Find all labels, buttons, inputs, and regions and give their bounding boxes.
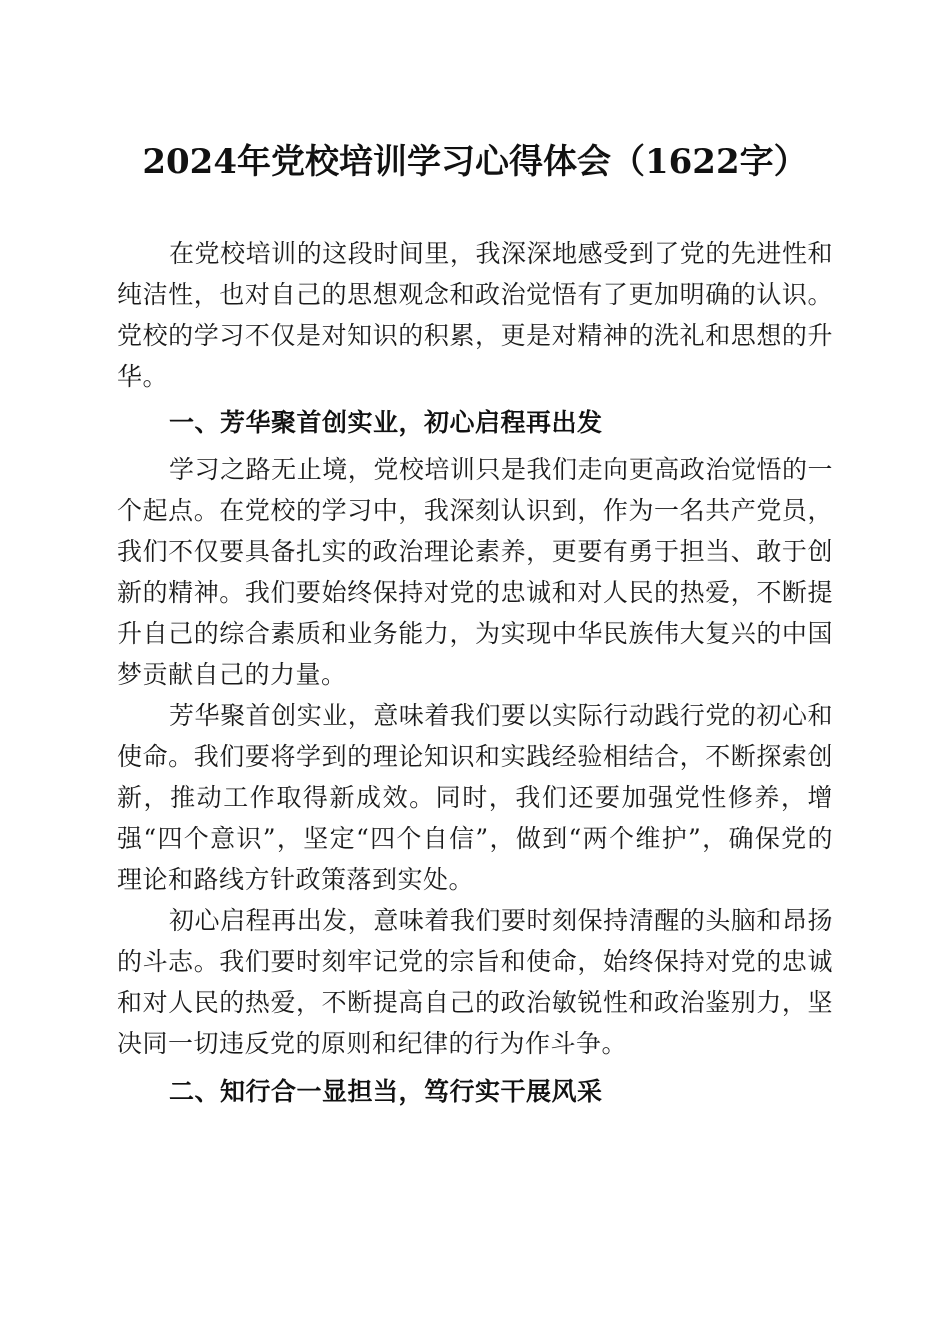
intro-paragraph: 在党校培训的这段时间里，我深深地感受到了党的先进性和纯洁性，也对自己的思想观念和政治觉悟有了更加明确的认识。党校的学习不仅是对知识的积累，更是对精神的洗礼和思想的升华。: [117, 239, 833, 391]
section-1-heading: 一、芳华聚首创实业，初心启程再出发: [169, 408, 603, 437]
section-1-paragraph-1: 学习之路无止境，党校培训只是我们走向更高政治觉悟的一个起点。在党校的学习中，我深刻认识到，作为一名共产党员，我们不仅要具备扎实的政治理论素养，更要有勇于担当、敢于创新的精神。我们要始终保持对党的忠诚和对人民的热爱，不断提升自己的综合素质和业务能力，为实现中华民族伟大复兴的中国梦贡献自己的力量。: [117, 455, 833, 689]
document-title: 2024年党校培训学习心得体会（1622字）: [142, 142, 808, 182]
section-1-paragraph-2: 芳华聚首创实业，意味着我们要以实际行动践行党的初心和使命。我们要将学到的理论知识和实践经验相结合，不断探索创新，推动工作取得新成效。同时，我们还要加强党性修养，增强“四个意识”，坚定“四个自信”，做到“两个维护”，确保党的理论和路线方针政策落到实处。: [117, 701, 833, 894]
document-body: [117, 233, 833, 1120]
section-1-paragraph-3: 初心启程再出发，意味着我们要时刻保持清醒的头脑和昂扬的斗志。我们要时刻牢记党的宗旨和使命，始终保持对党的忠诚和对人民的热爱，不断提高自己的政治敏锐性和政治鉴别力，坚决同一切违反党的原则和纪律的行为作斗争。: [117, 906, 833, 1058]
section-2-heading: 二、知行合一显担当，笃行实干展风采: [169, 1077, 603, 1106]
